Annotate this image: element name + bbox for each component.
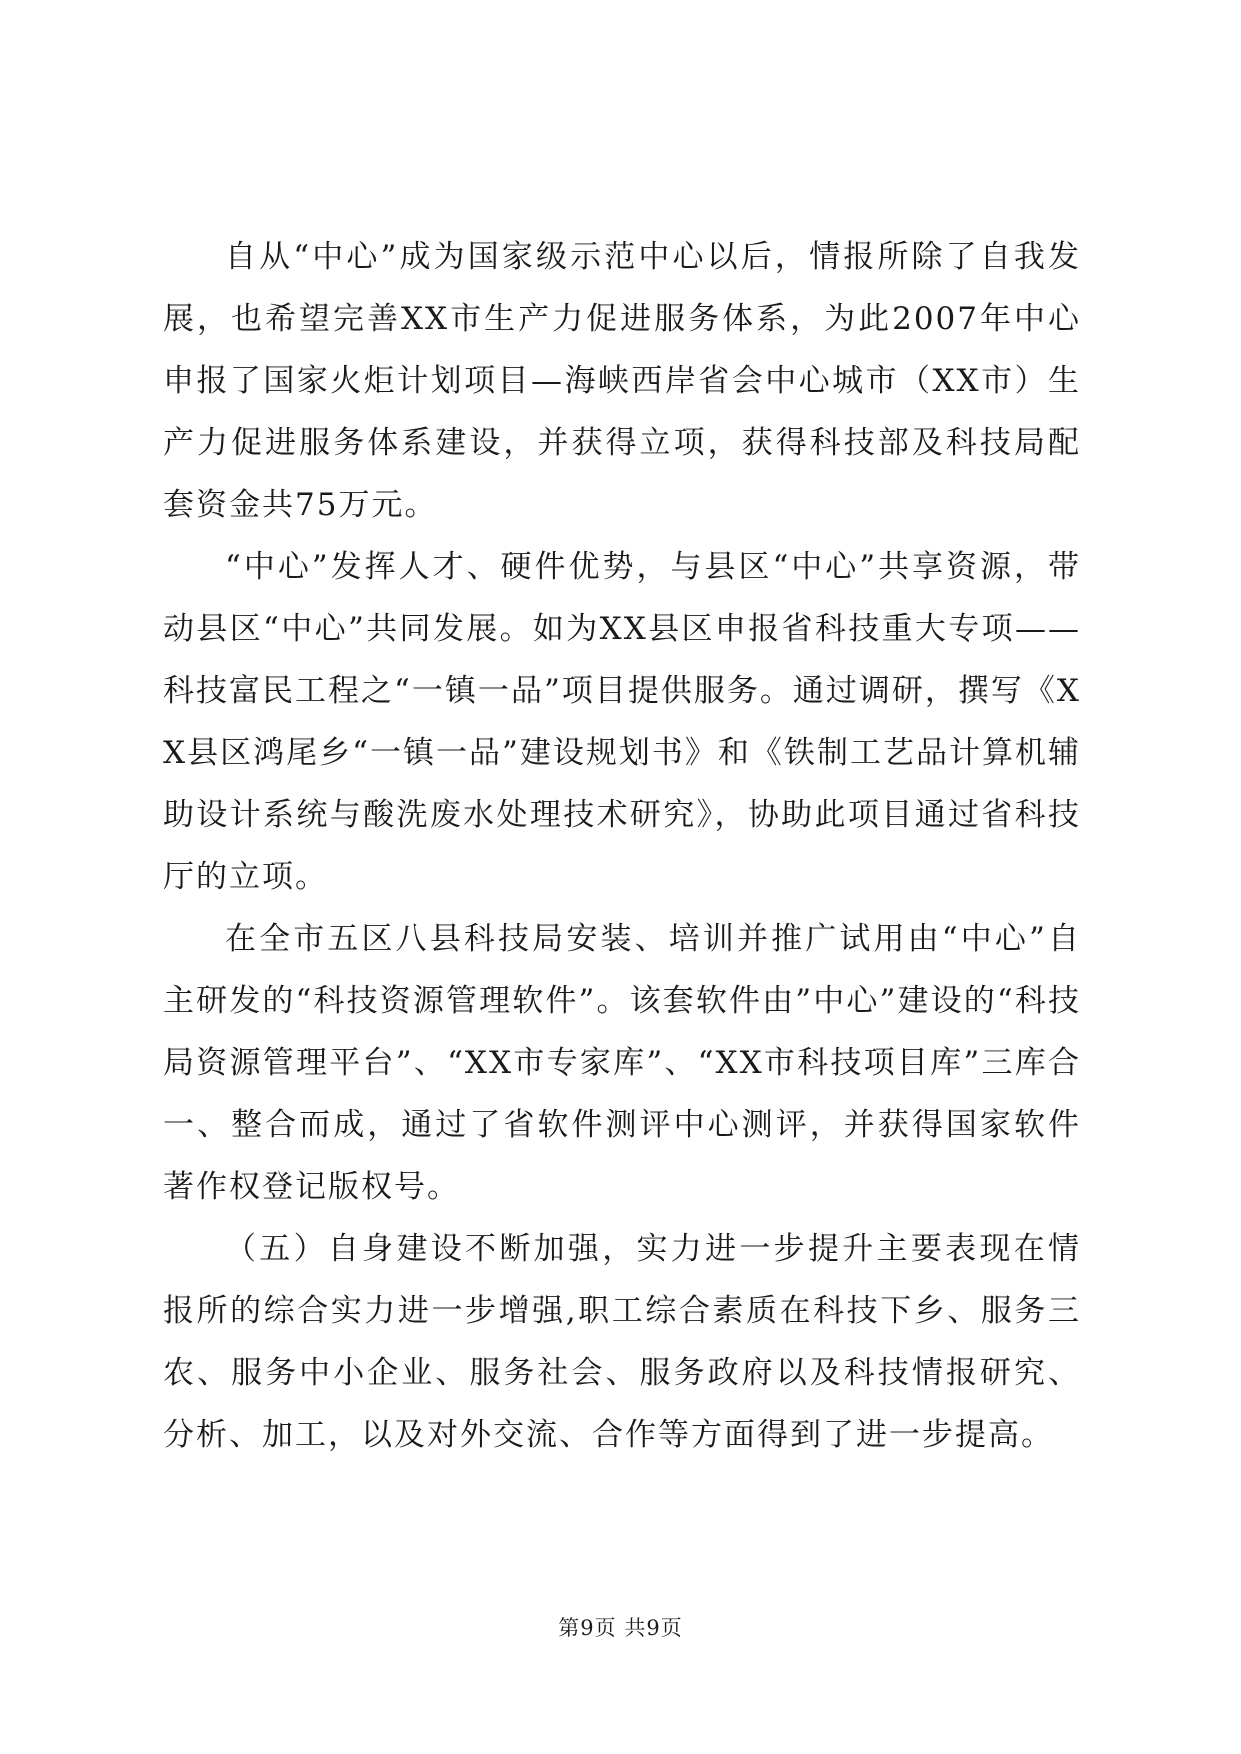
paragraph: （五）自身建设不断加强，实力进一步提升主要表现在情报所的综合实力进一步增强,职工综合素质在科技下乡、服务三农、服务中小企业、服务社会、服务政府以及科技情报研究、分析、加工，以及对外交流、合作等方面得到了进一步提高。 bbox=[163, 1231, 1081, 1453]
paragraph: 在全市五区八县科技局安装、培训并推广试用由“中心”自主研发的“科技资源管理软件”。该套软件由”中心”建设的“科技局资源管理平台”、“XX市专家库”、“XX市科技项目库”三库合一、整合而成，通过了省软件测评中心测评，并获得国家软件著作权登记版权号。 bbox=[163, 921, 1081, 1205]
paragraph: 自从“中心”成为国家级示范中心以后，情报所除了自我发展，也希望完善XX市生产力促进服务体系，为此2007年中心申报了国家火炬计划项目—海峡西岸省会中心城市（XX市）生产力促进服务体系建设，并获得立项，获得科技部及科技局配套资金共75万元。 bbox=[163, 239, 1081, 523]
page-number-footer: 第9页 共9页 bbox=[558, 1616, 683, 1640]
document-body bbox=[163, 226, 1081, 1466]
paragraph: “中心”发挥人才、硬件优势，与县区“中心”共享资源，带动县区“中心”共同发展。如为XX县区申报省科技重大专项——科技富民工程之“一镇一品”项目提供服务。通过调研，撰写《XX县区鸿尾乡“一镇一品”建设规划书》和《铁制工艺品计算机辅助设计系统与酸洗废水处理技术研究》，协助此项目通过省科技厅的立项。 bbox=[163, 549, 1081, 895]
